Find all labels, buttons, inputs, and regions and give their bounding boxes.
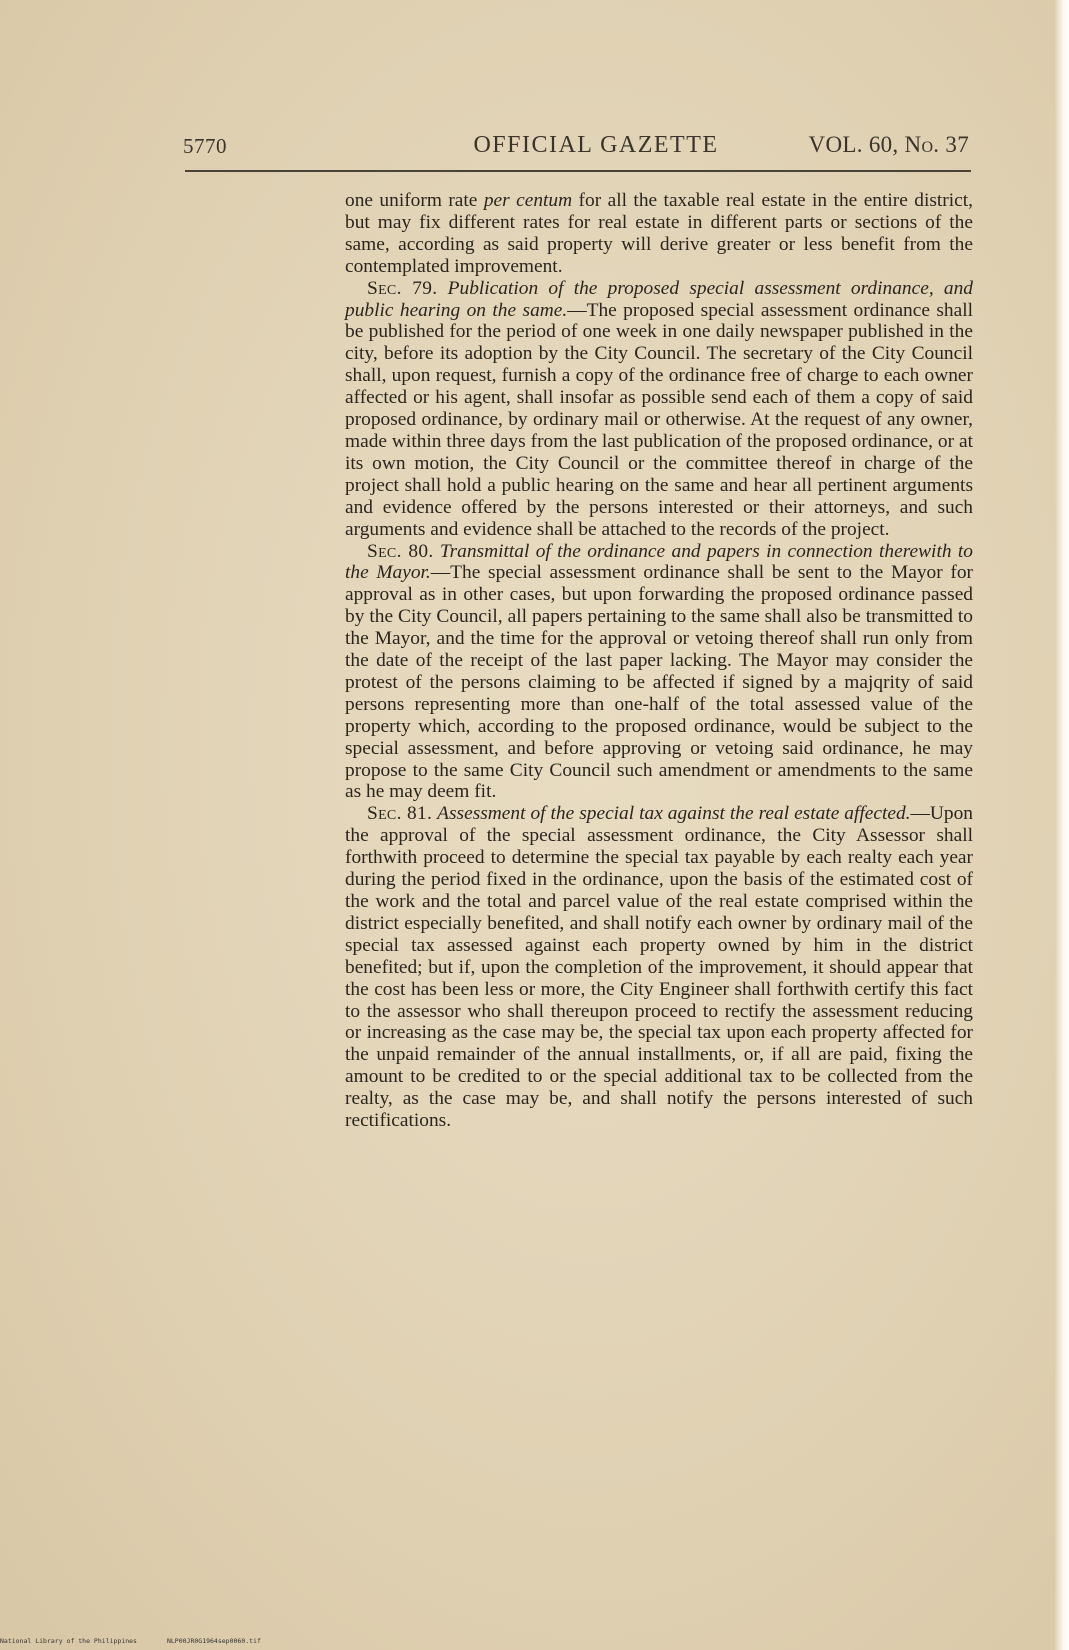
header-rule	[185, 170, 971, 172]
publication-title: OFFICIAL GAZETTE	[473, 132, 719, 158]
footer-file: NLP00JR0G1964sep0060.tif	[166, 1637, 261, 1645]
section-text: —Upon the approval of the special assessment ordinance, the City Assessor shall forthwith proceed to determine the special tax payable by each realty each year during the period fixed in the ordinance, upon the basis of the estimated cost of the work and the total and parcel value of the real estate comprised within the district especially benefited, and shall notify each owner by ordinary mail of the special tax assessed against each property owned by him in the district benefited; but if, upon the completion of the improvement, it should appear that the cost has been less or more, the City Engineer shall forthwith certify this fact to the assessor who shall thereupon proceed to rectify the assessment reducing or increasing as the case may be, the special tax upon each property affected for the unpaid remainder of the annual installments, or, if all are paid, fixing the amount to be credited to or the special additional tax to be collected from the realty, as the case may be, and shall notify the persons interested of such rectifications.	[345, 803, 973, 1132]
page-edge	[1055, 0, 1069, 1650]
intro-text: one uniform rate	[345, 190, 484, 211]
section-label: Sec. 81.	[367, 803, 433, 825]
scan-footer	[0, 1637, 291, 1645]
volume-rest: OL. 60, No. 37	[825, 132, 969, 157]
section-title: Transmittal of the ordinance and papers in connection therewith to the Mayor.	[345, 540, 973, 584]
volume-prefix: V	[808, 132, 826, 157]
intro-paragraph	[345, 190, 973, 278]
footer-library: National Library of the Philippines	[0, 1637, 137, 1645]
section-label: Sec. 79.	[367, 277, 438, 299]
section-text: —The proposed special assessment ordinance shall be published for the period of one week in one daily newspaper published in the city, before its adoption by the City Council. The secretary of the City Council shall, upon request, furnish a copy of the ordinance free of charge to each owner affected or his agent, shall insofar as possible send each of them a copy of said proposed ordinance, by ordinary mail or otherwise. At the request of any owner, made within three days from the last publication of the proposed ordinance, or at its own motion, the City Council or the committee thereof in charge of the project shall hold a public hearing on the same and hear all pertinent arguments and evidence offered by the persons interested or their attorneys, and such arguments and evidence shall be attached to the records of the project.	[345, 299, 973, 540]
section-title: Assessment of the special tax against the real estate affected.	[437, 803, 911, 825]
body-text	[345, 190, 973, 1132]
intro-italic: per centum	[483, 190, 573, 211]
section-label: Sec. 80.	[367, 540, 434, 562]
section-text: —The special assessment ordinance shall be sent to the Mayor for approval as in other cases, but upon forwarding the proposed ordinance passed by the City Council, all papers pertaining to the same shall also be transmitted to the Mayor, and the time for the approval or vetoing thereof shall run only from the date of the receipt of the last paper lacking. The Mayor may consider the protest of the persons claiming to be affected if signed by a majqrity of said persons representing more than one-half of the total assessed value of the property which, according to the proposed ordinance, would be subject to the special assessment, and before approving or vetoing said ordinance, he may propose to the same City Council such amendment or amendments to the same as he may deem fit.	[345, 562, 973, 803]
page-number: 5770	[183, 134, 227, 158]
section-81	[345, 803, 973, 1132]
section-80	[345, 541, 973, 804]
section-title: Publication of the proposed special assessment ordinance, and public hearing on the same.	[345, 277, 973, 321]
volume-number	[809, 132, 969, 158]
section-79	[345, 278, 973, 541]
running-head	[183, 132, 969, 162]
intro-rest: for all the taxable real estate in the entire district, but may fix different rates for real estate in different parts or sections of the same, according as said property will derive greater or less benefit from the contemplated improvement.	[345, 190, 973, 277]
